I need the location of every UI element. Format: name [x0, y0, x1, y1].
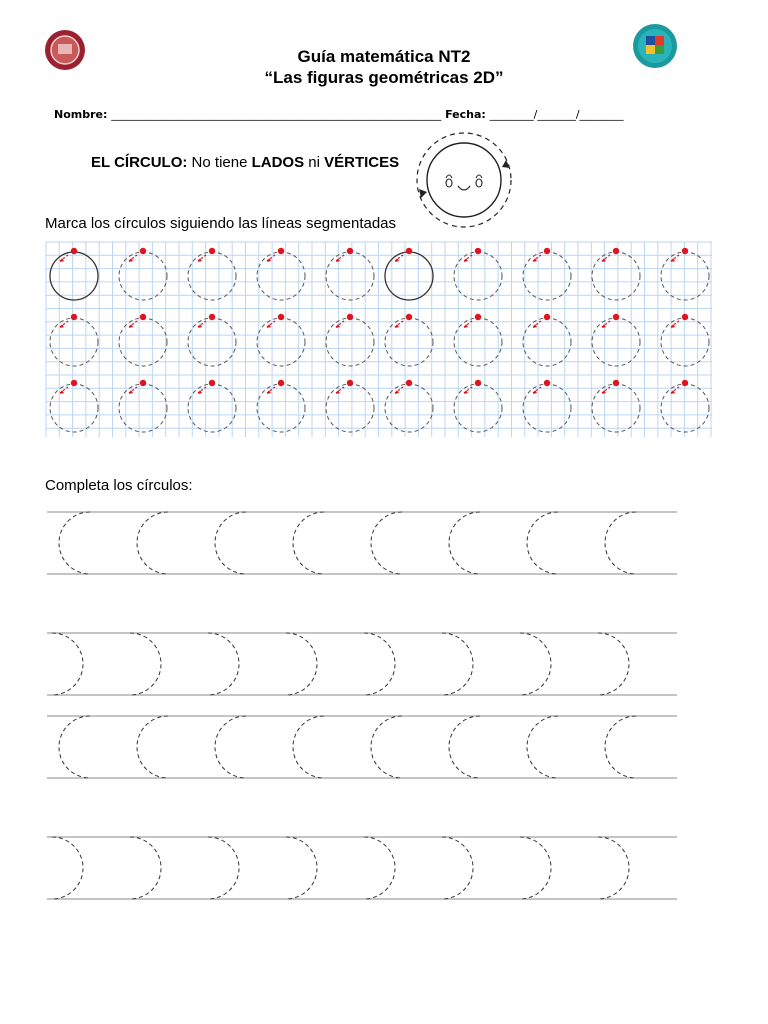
completion-arc[interactable]: [371, 716, 402, 778]
completion-arc[interactable]: [293, 716, 324, 778]
tracing-circle[interactable]: [661, 380, 709, 432]
completion-arc[interactable]: [286, 837, 317, 899]
title-line-2: “Las figuras geométricas 2D”: [264, 68, 504, 87]
completion-row: [47, 633, 677, 695]
completion-arc[interactable]: [215, 716, 246, 778]
tracing-circle[interactable]: [523, 380, 571, 432]
tracing-circle[interactable]: [592, 380, 640, 432]
completion-row: [47, 716, 677, 778]
tracing-circle[interactable]: [188, 380, 236, 432]
completion-arc[interactable]: [52, 837, 83, 899]
title-line-1: Guía matemática NT2: [297, 47, 471, 66]
circle-label: EL CÍRCULO:: [91, 154, 188, 171]
completion-arc[interactable]: [59, 512, 90, 574]
completion-arc[interactable]: [449, 716, 480, 778]
section2-instruction: Completa los círculos:: [45, 477, 193, 494]
completion-arc[interactable]: [293, 512, 324, 574]
name-date-row: [54, 108, 624, 121]
completion-arcs: [47, 512, 677, 899]
smiley-circle-illustration: [417, 133, 511, 227]
completion-arc[interactable]: [215, 512, 246, 574]
tracing-circle[interactable]: [454, 380, 502, 432]
tracing-circle[interactable]: [50, 380, 98, 432]
completion-arc[interactable]: [598, 633, 629, 695]
date-label: Fecha:: [445, 108, 486, 121]
completion-arc[interactable]: [605, 512, 636, 574]
completion-arc[interactable]: [286, 633, 317, 695]
tracing-circle[interactable]: [257, 380, 305, 432]
circle-text-2: ni: [304, 154, 325, 171]
completion-arc[interactable]: [442, 633, 473, 695]
completion-arc[interactable]: [208, 837, 239, 899]
completion-arc[interactable]: [598, 837, 629, 899]
tracing-grid: [46, 242, 712, 437]
completion-row: [47, 837, 677, 899]
completion-row: [47, 512, 677, 574]
name-label: Nombre:: [54, 108, 108, 121]
completion-arc[interactable]: [449, 512, 480, 574]
completion-arc[interactable]: [371, 512, 402, 574]
circle-definition: [91, 154, 399, 171]
circle-text-1: No tiene: [187, 154, 252, 171]
completion-arc[interactable]: [364, 837, 395, 899]
completion-arc[interactable]: [364, 633, 395, 695]
completion-arc[interactable]: [130, 633, 161, 695]
completion-arc[interactable]: [442, 837, 473, 899]
completion-arc[interactable]: [520, 837, 551, 899]
date-field[interactable]: ________/_______/________: [489, 108, 624, 121]
tracing-circle[interactable]: [326, 380, 374, 432]
completion-arc[interactable]: [520, 633, 551, 695]
completion-arc[interactable]: [605, 716, 636, 778]
completion-arc[interactable]: [527, 716, 558, 778]
completion-arc[interactable]: [137, 716, 168, 778]
section1-instruction: Marca los círculos siguiendo las líneas segmentadas: [45, 215, 397, 232]
completion-arc[interactable]: [137, 512, 168, 574]
completion-arc[interactable]: [130, 837, 161, 899]
completion-arc[interactable]: [59, 716, 90, 778]
completion-arc[interactable]: [208, 633, 239, 695]
vertices-word: VÉRTICES: [324, 154, 400, 171]
name-field[interactable]: ____________________________________________________________: [111, 108, 442, 121]
tracing-circles: [50, 248, 709, 432]
completion-arc[interactable]: [527, 512, 558, 574]
lados-word: LADOS: [251, 154, 305, 171]
completion-arc[interactable]: [52, 633, 83, 695]
